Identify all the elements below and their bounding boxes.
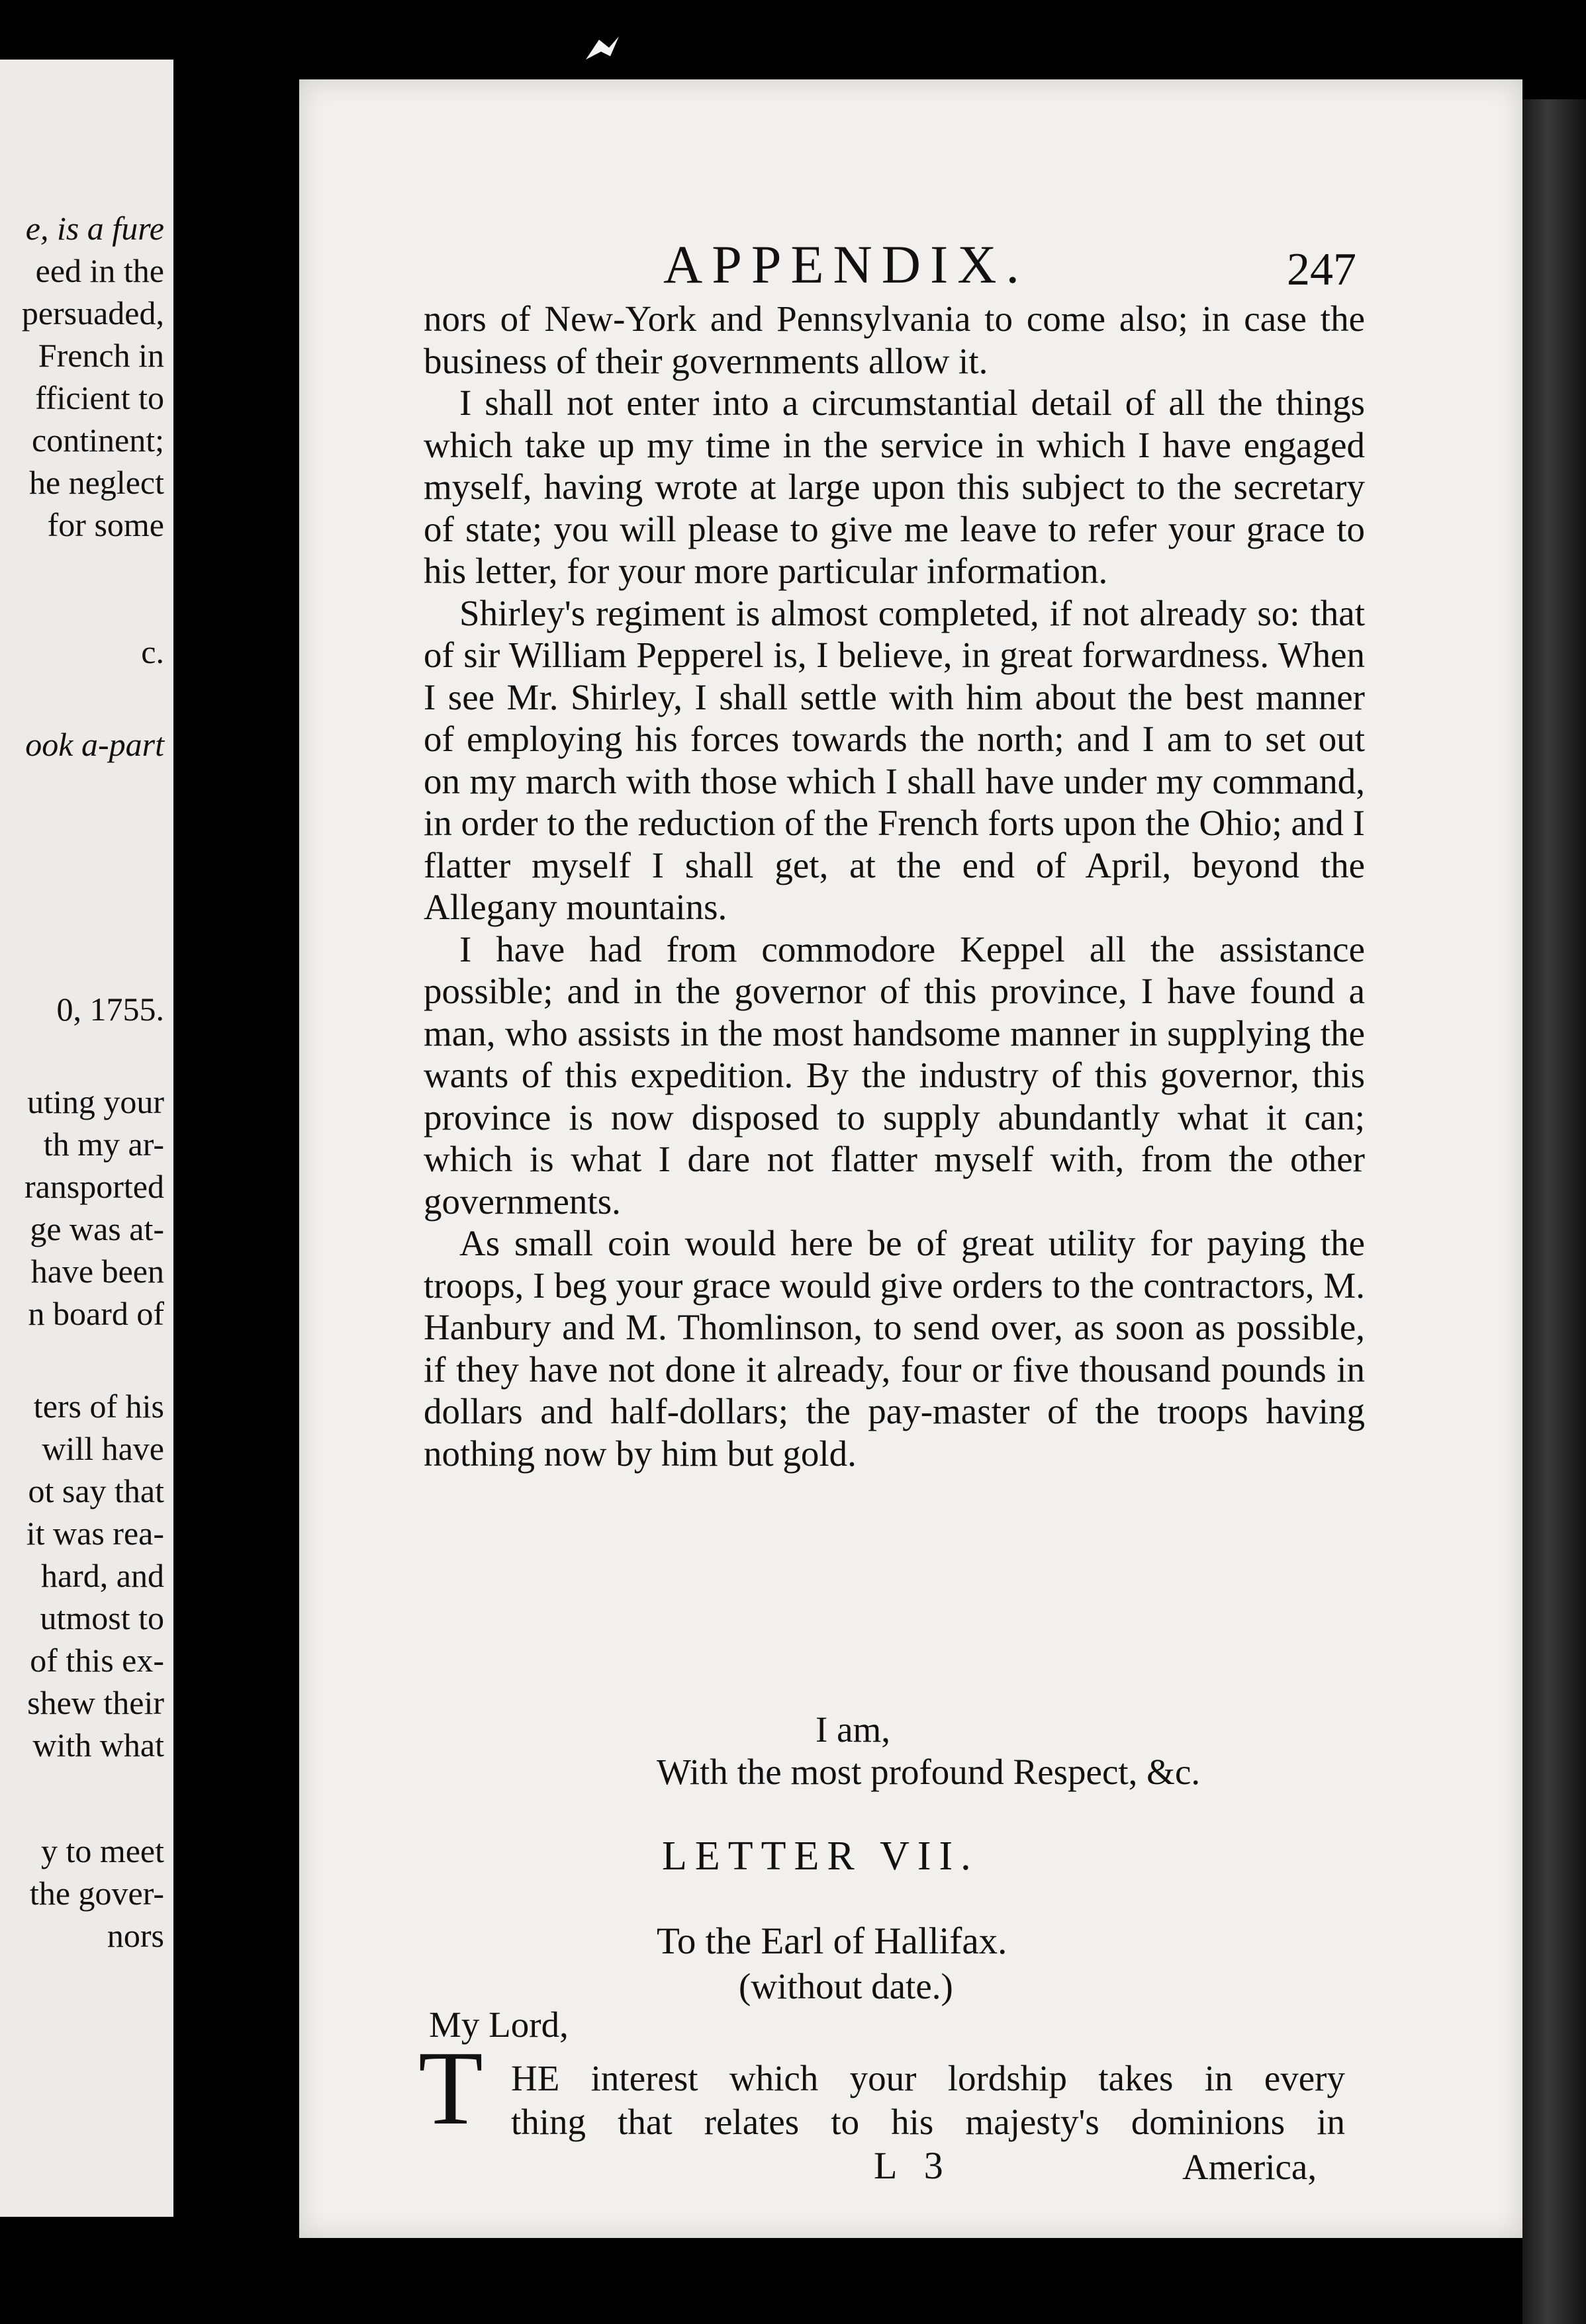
left-page-line: th my ar- [43, 1126, 164, 1163]
left-page-line: ransported [24, 1168, 164, 1205]
running-head [299, 232, 1522, 298]
salutation: My Lord, [429, 2004, 569, 2045]
left-page-line: c. [141, 633, 164, 670]
left-page-line: shew their [27, 1684, 164, 1721]
left-page-line: 0, 1755. [56, 991, 164, 1028]
left-page-line: have been [30, 1253, 164, 1290]
opening-line: HE interest which your lordship takes in every [511, 2058, 1345, 2098]
left-page-line: eed in the [35, 252, 164, 289]
closing-line: I am, [816, 1709, 891, 1750]
book-page [299, 79, 1522, 2238]
left-page-line: of this ex- [30, 1642, 164, 1679]
left-page-line: uting your [27, 1083, 164, 1120]
page-edge-shadow [1522, 99, 1586, 2324]
left-page-line: he neglect [28, 464, 164, 501]
left-page-line: it was rea- [26, 1515, 164, 1552]
left-page-line: ot say that [28, 1472, 164, 1509]
left-page-line: with what [32, 1726, 164, 1764]
paragraph: I have had from commodore Keppel all the assistance possible; and in the governor of this province, I have found a man, who assists in the most handsome manner in supplying the wants of this expedition. By the industry of this governor, this province is now disposed to supply abundantly what it can; which is what I dare not flatter myself with, from the other governments. [424, 928, 1365, 1222]
left-page-line: ook a-part [25, 726, 164, 763]
page-number: 247 [1287, 244, 1356, 295]
letter-body [424, 298, 1365, 1474]
left-page-line: hard, and [40, 1557, 164, 1594]
paragraph: Shirley's regiment is almost completed, if not already so: that of sir William Pepperel is, I believe, in great forwardness. When I see Mr. Shirley, I shall settle with him about the best manner of employing his forces towards the north; and I am to set out on my march with those which I shall have under my command, in order to the reduction of the French forts upon the Ohio; and I flatter myself I shall get, at the end of April, beyond the Allegany mountains. [424, 592, 1365, 927]
left-page-line: y to meet [40, 1832, 164, 1869]
left-page-line: fficient to [35, 379, 164, 416]
left-page-line: the gover- [29, 1875, 164, 1912]
left-page-line: ters of his [33, 1388, 164, 1425]
date-note: (without date.) [739, 1966, 953, 2006]
previous-page-fragment [0, 60, 173, 2217]
book-gutter [173, 0, 306, 2324]
addressee-line: To the Earl of Hallifax. [657, 1920, 1007, 1962]
opening-line: thing that relates to his majesty's dominions in [511, 2102, 1345, 2142]
catchword: America, [1182, 2147, 1317, 2187]
paragraph: I shall not enter into a circumstantial detail of all the things which take up my time in the service in which I have engaged myself, having wrote at large upon this subject to the secretary of state; you will please to give me leave to refer your grace to his letter, for your more particular information. [424, 382, 1365, 591]
left-page-line: will have [42, 1430, 164, 1467]
left-page-line: for some [47, 506, 164, 543]
running-title: APPENDIX. [663, 234, 1029, 294]
paragraph: nors of New-York and Pennsylvania to come also; in case the business of their governments allow it. [424, 298, 1365, 381]
left-page-line: n board of [28, 1295, 164, 1332]
letter-heading: LETTER VII. [662, 1834, 979, 1879]
ink-blot-icon [583, 33, 622, 66]
closing-respect-line: With the most profound Respect, &c. [657, 1752, 1201, 1792]
left-page-line: continent; [32, 422, 164, 459]
left-page-line: utmost to [40, 1599, 164, 1636]
opening-paragraph [511, 2057, 1345, 2144]
paragraph: As small coin would here be of great utility for paying the troops, I beg your grace would give orders to the contractors, M. Hanbury and M. Thomlinson, to send over, as soon as possible, if they have not done it already, four or five thousand pounds in dollars and half-dollars; the pay-master of the troops having nothing now by him but gold. [424, 1223, 1365, 1474]
signature-mark: L 3 [874, 2144, 953, 2187]
drop-cap: T [418, 2029, 483, 2147]
left-page-line: persuaded, [21, 294, 164, 332]
left-page-line: e, is a fure [25, 210, 164, 247]
left-page-line: ge was at- [30, 1210, 164, 1247]
left-page-line: nors [107, 1917, 164, 1954]
left-page-line: French in [38, 337, 164, 374]
